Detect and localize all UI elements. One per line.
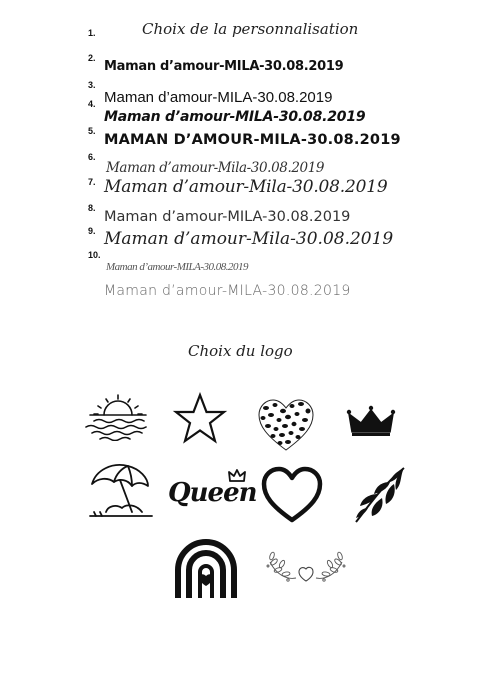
laurel-heart-icon [262,548,356,592]
option-number: 6. [88,152,96,162]
option-number: 10. [88,250,101,260]
option-text-4: Maman d’amour-MILA-30.08.2019 [104,109,366,125]
option-number: 7. [88,177,96,187]
sunset-waves-icon [80,393,156,441]
personalisation-title: Choix de la personnalisation [142,20,359,38]
option-number: 3. [88,80,96,90]
option-text-2: Maman d’amour-MILA-30.08.2019 [104,59,344,74]
option-text-9: Maman d’amour-Mila-30.08.2019 [104,229,394,249]
option-text-3: Maman d’amour-MILA-30.08.2019 [104,89,333,106]
option-number: 1. [88,28,96,38]
option-text-10: Maman d’amour-MILA-30.08.2019 [106,261,249,273]
crown-icon [346,404,396,438]
beach-umbrella-icon [86,460,156,520]
option-number: 2. [88,53,96,63]
leopard-heart-icon [257,398,315,452]
option-number: 8. [88,203,96,213]
option-text-7: Maman d’amour-Mila-30.08.2019 [104,177,388,197]
option-number: 5. [88,126,96,136]
rainbow-heart-icon [172,536,240,600]
option-number: 4. [88,99,96,109]
option-text-5: MAMAN D’AMOUR-MILA-30.08.2019 [104,132,401,148]
option-number: 9. [88,226,96,236]
option-text-6: Maman d’amour-Mila-30.08.2019 [106,160,325,176]
option-text-8: Maman d’amour-MILA-30.08.2019 [104,209,351,225]
logo-title: Choix du logo [188,342,293,360]
heart-outline-icon [260,466,324,524]
leaf-branch-icon [352,464,408,526]
queen-logo [168,468,257,518]
queen-text: Queen [168,478,257,508]
star-icon [172,392,228,448]
option-text-11: Maman d’amour-MILA-30.08.2019 [104,283,351,299]
